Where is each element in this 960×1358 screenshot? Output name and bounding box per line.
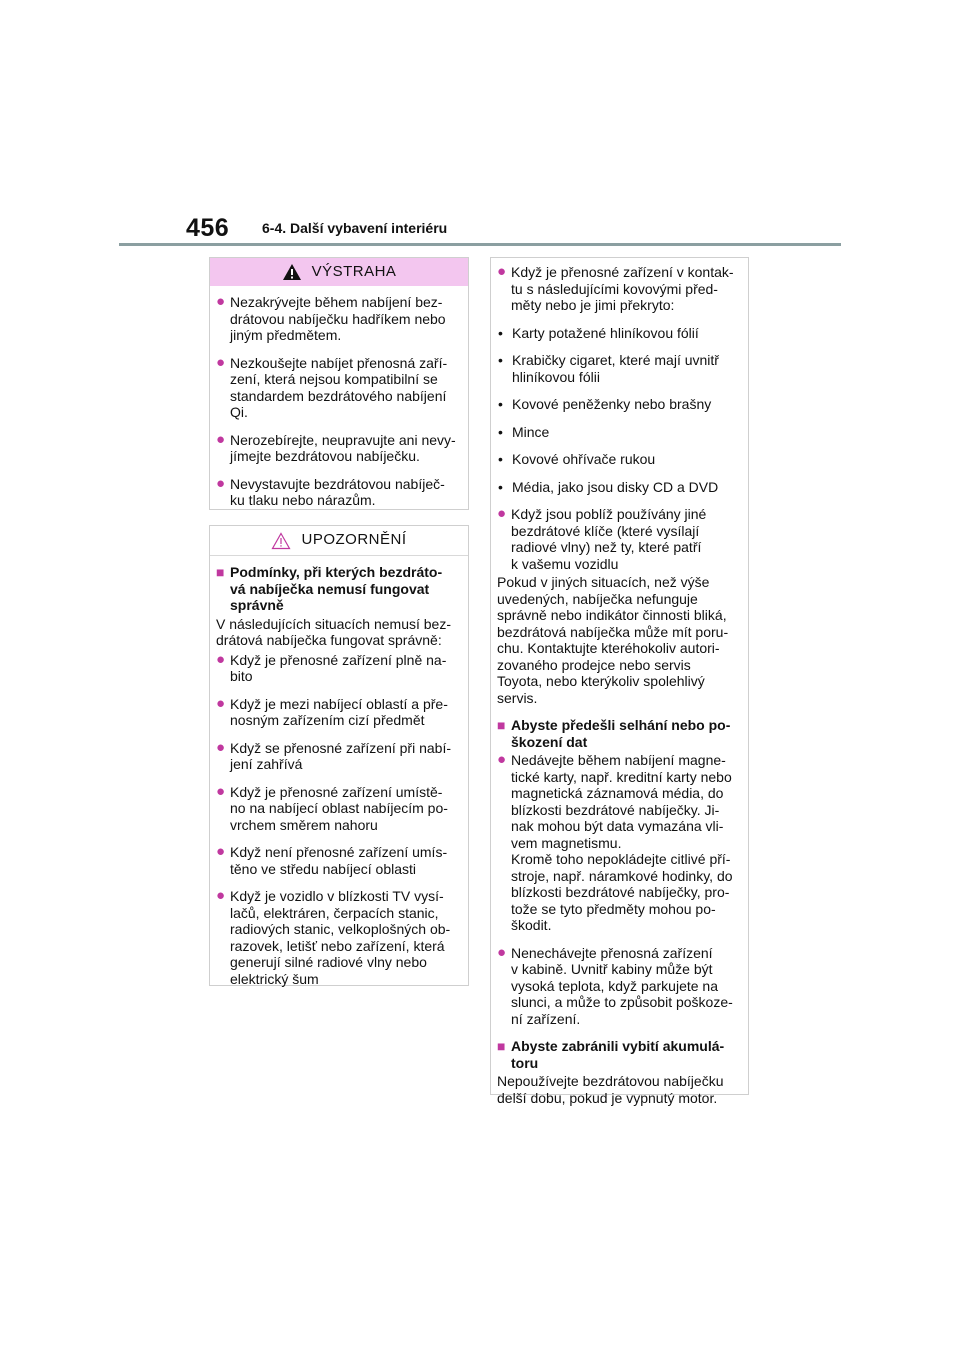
bullet-circle-icon: ● [216,650,226,668]
square-bullet-icon: ■ [216,564,225,580]
bullet-circle-icon: ● [497,263,507,280]
sub-bullet: • Kovové ohřívače rukou [498,451,656,467]
warning-item: ● Nerozebírejte, neupravujte ani nevy- jímejte bezdrátovou nabíječku. [216,430,456,464]
bullet-circle-icon: ● [216,293,226,310]
warning-triangle-icon [282,263,302,281]
bullet-circle-icon: ● [216,353,226,371]
caution-intro: V následujících situacích nemusí bez- drátová nabíječka fungovat správně: [216,615,452,648]
warning-item: ● Nevystavujte bezdrátovou nabíječ- ku tlaku nebo nárazům. [216,474,445,508]
caution-item: ● Když se přenosné zařízení při nabí- jení zahřívá [216,738,452,772]
caution-heading: ■ Abyste zabránili vybití akumulá- toru [497,1038,725,1071]
caution-item: ● Když je přenosné zařízení v kontak- tu s následujícími kovovými před- měty nebo je jimi překryto: [497,263,734,313]
warning-header [210,258,468,286]
caution-box [209,525,469,986]
caution-item: ● Když je mezi nabíjecí oblastí a pře- nosným zařízením cizí předmět [216,694,448,728]
caution-item: ● Když jsou poblíž používány jiné bezdrátové klíče (které vysílají radiové vlny) než ty, které patří k vašemu vozidlu [497,505,707,572]
page-number: 456 [186,214,230,242]
bullet-circle-icon: ● [497,943,507,961]
warning-item: ● Nezakrývejte během nabíjení bez- drátovou nabíječku hadříkem nebo jiným předmětem. [216,293,446,343]
caution-item: ● Když je přenosné zařízení umístě- no na nabíjecí oblast nabíjecím po- vrchem směrem nahoru [216,782,448,833]
caution-heading: ■ Abyste předešli selhání nebo po- škození dat [497,717,731,750]
header-rule [119,243,841,246]
caution-paragraph: Nepoužívejte bezdrátovou nabíječku delší dobu, pokud je vypnutý motor. [497,1073,724,1106]
caution-item: ● Nedávejte během nabíjení magne- tické karty, např. kreditní karty nebo magnetická záznamová média, do blízkosti bezdrátové nabíječky. Ji- nak mohou být data vymazána vli- vem magnetismu. Kromě toho nepokládejte citlivé pří- stroje, např. náramkové hodinky, do blízkosti bezdrátové nabíječky, pro- tože se tyto předměty mohou po- škodit. [497,751,733,933]
warning-title: VÝSTRAHA [311,262,397,280]
bullet-circle-icon: ● [216,694,226,712]
caution-item: ● Když je vozidlo v blízkosti TV vysí- lačů, elektráren, čerpacích stanic, radiových stanic, velkoplošných ob- razovek, letišť nebo zařízení, která generují silné radiové vlny nebo elektrický šum [216,887,451,987]
bullet-circle-icon: ● [216,782,226,800]
bullet-circle-icon: ● [497,505,507,522]
bullet-circle-icon: ● [216,887,226,904]
caution-header [210,526,468,556]
caution-paragraph: Pokud v jiných situacích, než výše uvedených, nabíječka nefunguje správně nebo indikátor činnosti bliká, bezdrátová nabíječka může mít poru- chu. Kontaktujte kteréhokoliv autori- zovaného prodejce nebo servis Toyota, nebo kterýkoliv spolehlivý servis. [497,574,729,706]
caution-continued-box [490,257,749,1106]
caution-item: ● Když je přenosné zařízení plně na- bito [216,650,447,684]
warning-box [209,257,469,510]
warning-item: ● Nezkoušejte nabíjet přenosná zaří- zení, která nejsou kompatibilní se standardem bezdrátového nabíjení Qi. [216,353,448,420]
caution-item: ● Nenechávejte přenosná zařízení v kabině. Uvnitř kabiny může být vysoká teplota, když parkujete na slunci, a může to způsobit poškoze- ní zařízení. [497,943,733,1027]
sub-bullet: • Mince [498,423,550,440]
bullet-circle-icon: ● [497,751,507,768]
bullet-circle-icon: ● [216,430,226,448]
caution-heading: ■ Podmínky, při kterých bezdráto- vá nabíječka nemusí fungovat správně [216,564,443,613]
square-bullet-icon: ■ [497,1038,506,1054]
caution-title: UPOZORNĚNÍ [301,531,407,549]
caution-triangle-icon [271,532,291,550]
sub-bullet: • Kovové peněženky nebo brašny [498,396,712,412]
section-title: 6-4. Další vybavení interiéru [262,220,448,236]
sub-bullet: • Karty potažené hliníkovou fólií [498,324,699,341]
sub-bullet: • Krabičky cigaret, které mají uvnitř hliníkovou fólii [498,352,719,385]
square-bullet-icon: ■ [497,717,506,733]
sub-bullet: • Média, jako jsou disky CD a DVD [498,478,719,495]
caution-item: ● Když není přenosné zařízení umís- těno ve středu nabíjecí oblasti [216,843,448,877]
bullet-circle-icon: ● [216,474,226,492]
bullet-circle-icon: ● [216,738,226,756]
bullet-circle-icon: ● [216,843,226,860]
